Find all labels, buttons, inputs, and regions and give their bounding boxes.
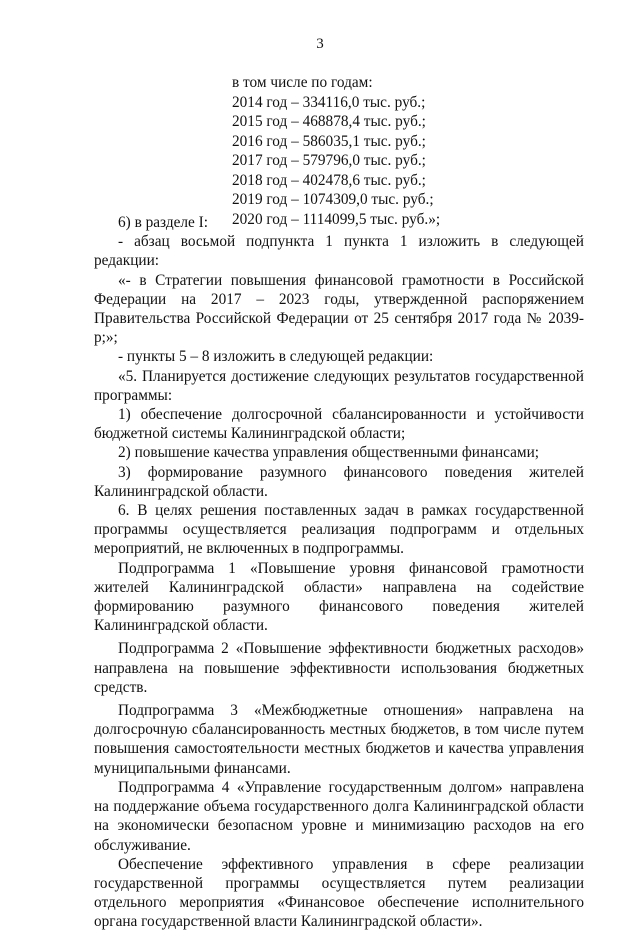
paragraph-instruction: - абзац восьмой подпункта 1 пункта 1 изложить в следующей редакции: [94, 233, 584, 270]
paragraph-result-2: 2) повышение качества управления общественными финансами; [118, 444, 540, 462]
year-line: 2018 год – 402478,6 тыс. руб.; [232, 171, 426, 189]
paragraph-point-5: «5. Планируется достижение следующих результатов государственной программы: [94, 367, 584, 404]
year-line: 2019 год – 1074309,0 тыс. руб.; [232, 191, 434, 208]
paragraph-point-6: 6. В целях решения поставленных задач в рамках государственной программы осуществляется реализация подпрограмм и отдельных мероприятий, не включенных в подпрограммы. [94, 502, 584, 558]
year-line: 2017 год – 579796,0 тыс. руб.; [232, 152, 426, 169]
year-line: 2020 год – 1114099,5 тыс. руб.»; [232, 210, 441, 228]
paragraph-result-3: 3) формирование разумного финансового поведения жителей Калининградской области. [94, 463, 584, 500]
paragraph-subprogram-2: Подпрограмма 2 «Повышение эффективности бюджетных расходов» направлена на повышение эффективности использования бюджетных средств. [94, 640, 584, 696]
paragraph-quote-strategy: «- в Стратегии повышения финансовой грамотности в Российской Федерации на 2017 – 2023 годы, утвержденной распоряжением Правительства Российской Федерации от 25 сентября 2017 года № 2039-р;»; [94, 271, 584, 347]
paragraph-management: Обеспечение эффективного управления в сфере реализации государственной программы осуществляется путем реализации отдельного мероприятия «Финансовое обеспечение исполнительного органа государственной власти Калининградской области». [94, 855, 584, 931]
paragraph-section-heading: 6) в разделе I: [118, 214, 208, 231]
paragraph-result-1: 1) обеспечение долгосрочной сбалансированности и устойчивости бюджетной системы Калининградской области; [94, 406, 584, 443]
page-number: 3 [316, 36, 324, 52]
paragraph-subprogram-3: Подпрограмма 3 «Межбюджетные отношения» направлена на долгосрочную сбалансированность местных бюджетов, в том числе путем повышения самостоятельности местных бюджетов и качества управления муниципальными финансами. [94, 702, 584, 777]
paragraph-subprogram-4: Подпрограмма 4 «Управление государственным долгом» направлена на поддержание объема государственного долга Калининградской области на экономически безопасном уровне и минимизацию расходов на его обслуживание. [94, 778, 584, 854]
paragraph-subprogram-1: Подпрограмма 1 «Повышение уровня финансовой грамотности жителей Калининградской области» направлена на содействие формированию разумного финансового поведения жителей Калининградской области. [94, 559, 584, 635]
year-line: 2014 год – 334116,0 тыс. руб.; [232, 93, 426, 111]
year-line: 2015 год – 468878,4 тыс. руб.; [232, 113, 426, 130]
years-block [232, 73, 440, 229]
paragraph-instruction: - пункты 5 – 8 изложить в следующей редакции: [118, 348, 434, 366]
year-line: 2016 год – 586035,1 тыс. руб.; [232, 132, 426, 150]
document-body [94, 213, 584, 932]
years-intro: в том числе по годам: [232, 74, 373, 91]
